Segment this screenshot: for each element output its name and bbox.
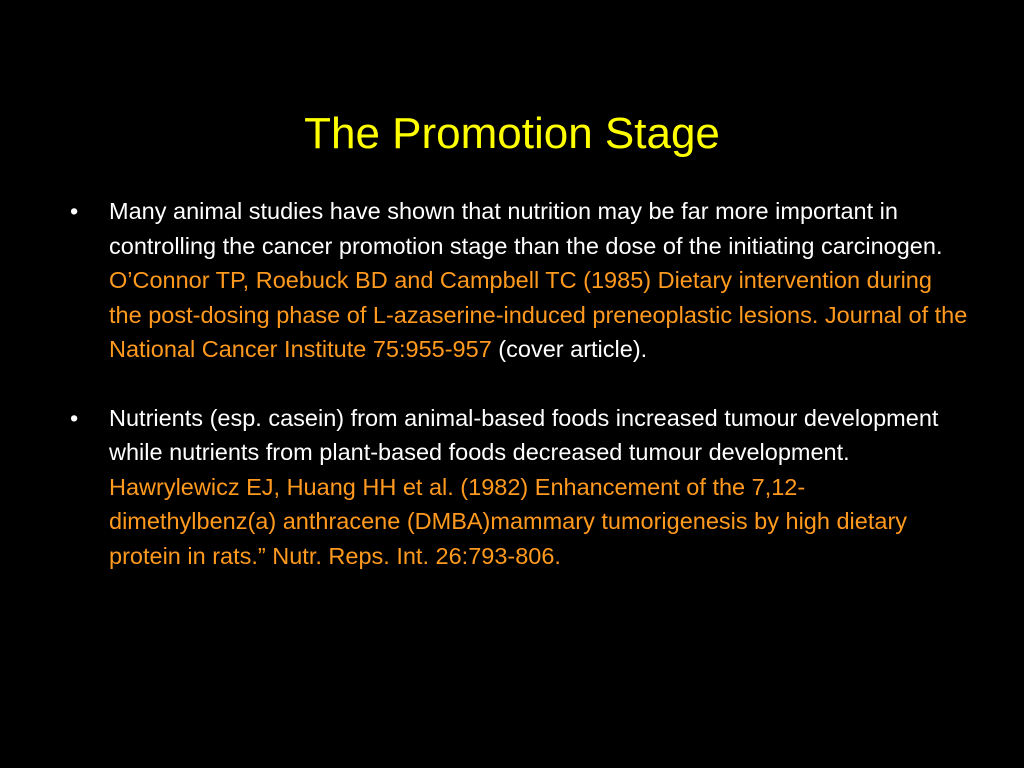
bullet-list bbox=[70, 194, 970, 573]
bullet-text: Nutrients (esp. casein) from animal-based foods increased tumour development while nutrients from plant-based foods decreased tumour development. bbox=[109, 404, 939, 465]
bullet-marker: • bbox=[70, 404, 79, 431]
bullet-item bbox=[70, 401, 970, 574]
bullet-marker: • bbox=[70, 198, 79, 224]
bullet-item bbox=[70, 194, 970, 367]
citation-suffix: (cover article). bbox=[491, 336, 648, 362]
citation-text: Hawrylewicz EJ, Huang HH et al. (1982) Enhancement of the 7,12-dimethylbenz(a) anthracene (DMBA)mammary tumorigenesis by high dietary protein in rats.” Nutr. Reps. Int. 26:793-806. bbox=[109, 473, 908, 569]
citation-text: O’Connor TP, Roebuck BD and Campbell TC (1985) Dietary intervention during the post-dosing phase of L-azaserine-induced preneoplastic lesions. Journal of the National Cancer Institute 75:955-957 bbox=[109, 267, 968, 362]
bullet-text: Many animal studies have shown that nutrition may be far more important in controlling the cancer promotion stage than the dose of the initiating carcinogen. bbox=[109, 198, 943, 259]
slide-title: The Promotion Stage bbox=[304, 109, 720, 158]
